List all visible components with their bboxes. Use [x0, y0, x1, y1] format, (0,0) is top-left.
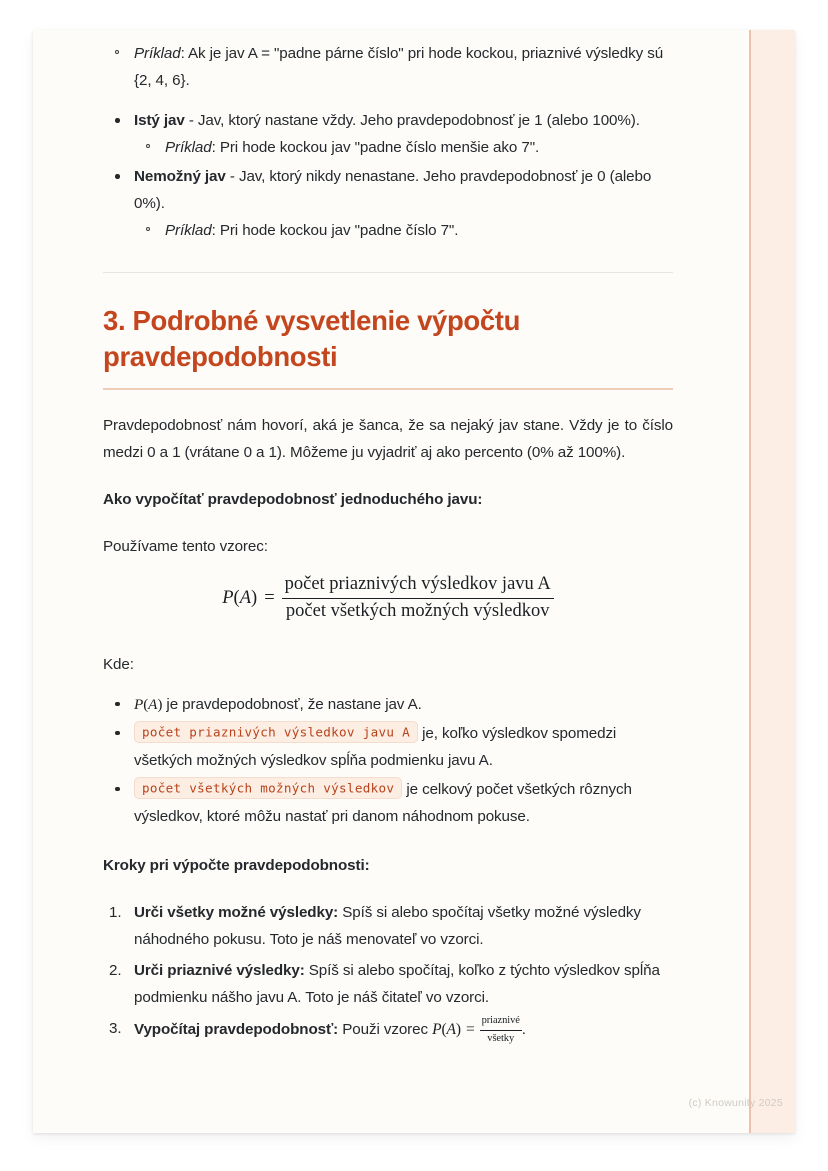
page-title: 3. Podrobné vysvetlenie výpočtu pravdepodobnosti	[103, 305, 521, 373]
list-item	[103, 1015, 673, 1045]
term-nemozny-jav: Nemožný jav	[134, 168, 226, 186]
example-text: : Ak je jav A = "padne párne číslo" pri hode kockou, priaznivé výsledky sú {2, 4, 6}.	[134, 45, 664, 90]
code-chip-favourable-outcomes: počet priaznivých výsledkov javu A	[134, 721, 418, 743]
step-term: Urči všetky možné výsledky:	[134, 904, 339, 921]
where-label: Kde:	[103, 655, 134, 673]
page-content	[33, 30, 751, 1133]
spacer	[103, 246, 673, 272]
formula-equals: =	[264, 587, 275, 608]
list-item	[103, 107, 673, 161]
example-text: : Pri hode kockou jav "padne číslo 7".	[211, 222, 459, 240]
document-page	[33, 30, 795, 1133]
example-sublist	[134, 134, 673, 161]
code-chip-total-outcomes: počet všetkých možných výsledkov	[134, 777, 402, 799]
spacer	[103, 513, 673, 533]
list-item	[103, 720, 673, 774]
step-term: Vypočítaj pravdepodobnosť:	[134, 1021, 339, 1039]
step-description: Spíš si alebo spočítaj, koľko z týchto výsledkov spĺňa podmienku nášho javu A. Toto je náš čitateľ vo vzorci.	[134, 962, 660, 1007]
example-label: Príklad	[165, 222, 212, 240]
step-description: Použi vzorec	[338, 1021, 433, 1039]
term-description: je celkový počet všetkých rôznych výsledkov, ktoré môžu nastať pri danom náhodnom pokuse.	[134, 780, 632, 825]
inline-formula-row	[432, 1015, 522, 1045]
fraction-numerator: priaznivé	[480, 1015, 522, 1030]
inline-formula-lhs: P(A)	[432, 1021, 461, 1039]
inline-fraction	[480, 1015, 522, 1045]
steps-heading: Kroky pri výpočte pravdepodobnosti:	[103, 856, 370, 874]
list-item	[103, 957, 673, 1011]
section-intro-paragraph: Pravdepodobnosť nám hovorí, aká je šanca, že sa nejaký jav stane. Vždy je to číslo medzi 0 a 1 (vrátane 0 a 1). Môžeme ju vyjadriť aj ako percento (0% až 100%).	[103, 416, 673, 461]
spacer	[103, 832, 673, 852]
formula-fraction	[282, 574, 554, 623]
list-item	[103, 899, 673, 953]
calculation-steps-list	[103, 899, 673, 1045]
term-description: - Jav, ktorý nastane vždy. Jeho pravdepodobnosť je 1 (alebo 100%).	[184, 112, 640, 130]
fraction-numerator: počet priaznivých výsledkov javu A	[282, 574, 554, 599]
event-type-list	[103, 107, 673, 244]
spacer	[103, 879, 673, 899]
copyright-watermark: (c) Knowunity 2025	[688, 1097, 783, 1109]
probability-formula-block	[103, 560, 673, 629]
formula-lead-text: Používame tento vzorec:	[103, 537, 268, 555]
page-edge-stripe	[749, 30, 795, 1133]
term-description: - Jav, ktorý nikdy nenastane. Jeho pravdepodobnosť je 0 (alebo 0%).	[134, 168, 652, 213]
example-text: : Pri hode kockou jav "padne číslo menšie ako 7".	[211, 139, 540, 157]
step-term: Urči priaznivé výsledky:	[134, 962, 305, 980]
list-item	[103, 163, 673, 244]
spacer	[103, 273, 673, 303]
example-label: Príklad	[165, 139, 212, 157]
example-sublist	[134, 217, 673, 244]
term-description: je pravdepodobnosť, že nastane jav A.	[162, 695, 422, 713]
spacer	[103, 390, 673, 412]
example-label: Príklad	[134, 45, 181, 62]
spacer	[103, 94, 673, 107]
term-description: je, koľko výsledkov spomedzi všetkých možných výsledkov spĺňa podmienku javu A.	[134, 724, 617, 769]
list-item	[103, 40, 673, 94]
step-description: Spíš si alebo spočítaj všetky možné výsledky náhodného pokusu. Toto je náš menovateľ vo vzorci.	[134, 904, 641, 949]
formula-row	[222, 574, 554, 623]
spacer	[103, 466, 673, 486]
spacer	[103, 678, 673, 691]
step-tail: .	[521, 1021, 526, 1039]
howto-heading: Ako vypočítať pravdepodobnosť jednoduchého javu:	[103, 490, 483, 508]
fraction-denominator: všetky	[487, 1032, 515, 1044]
fraction-denominator: počet všetkých možných výsledkov	[285, 600, 550, 621]
example-list-continued	[103, 40, 673, 94]
inline-pa-symbol: P(A)	[134, 695, 163, 713]
list-item	[103, 691, 673, 718]
term-isty-jav: Istý jav	[134, 112, 185, 130]
list-item	[103, 776, 673, 830]
list-item	[134, 134, 673, 161]
list-item	[134, 217, 673, 244]
inline-probability-formula	[432, 1015, 522, 1044]
spacer	[103, 629, 673, 651]
formula-lhs: P(A)	[222, 587, 258, 608]
inline-formula-equals: =	[465, 1021, 475, 1039]
formula-terms-list	[103, 691, 673, 830]
